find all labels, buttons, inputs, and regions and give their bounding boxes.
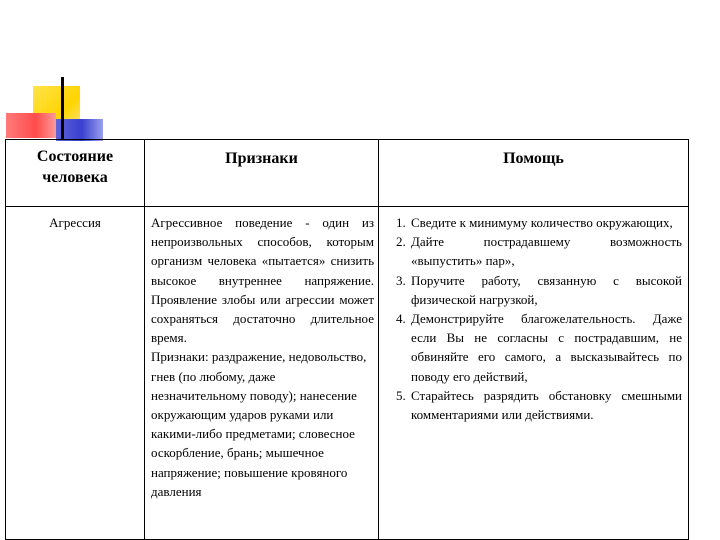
help-list-item: 3. Поручите работу, связанную с высокой физической нагрузкой, bbox=[409, 271, 682, 309]
help-list-item: 5. Старайтесь разрядить обстановку смешными комментариями или действиями. bbox=[409, 386, 682, 424]
table-row bbox=[6, 207, 689, 540]
header-state: Состояние человека bbox=[36, 148, 114, 186]
help-list-item: 2. Дайте пострадавшему возможность «выпустить» пар», bbox=[409, 232, 682, 270]
state-cell bbox=[6, 207, 145, 540]
header-signs: Признаки bbox=[225, 150, 298, 167]
signs-paragraph-description: Агрессивное поведение - один из непроизвольных способов, которым организм человека «пытается» снизить высокое внутреннее напряжение. Проявление злобы или агрессии может сохраняться достаточно длительное время. bbox=[151, 215, 374, 346]
help-list-item: 1. Сведите к минимуму количество окружающих, bbox=[409, 213, 682, 232]
header-help: Помощь bbox=[503, 150, 564, 167]
decorative-vertical-line bbox=[61, 77, 64, 140]
header-cell-signs bbox=[145, 140, 379, 207]
header-cell-help bbox=[379, 140, 689, 207]
signs-cell bbox=[145, 207, 379, 540]
table-header-row bbox=[6, 140, 689, 207]
signs-text bbox=[145, 207, 378, 501]
help-list-item: 4. Демонстрируйте благожелательность. Даже если Вы не согласны с пострадавшим, не обвиняйте его самого, а высказывайтесь по поводу его действий, bbox=[409, 309, 682, 386]
help-cell bbox=[379, 207, 689, 540]
first-aid-table bbox=[5, 139, 689, 540]
help-list bbox=[379, 207, 688, 424]
state-value: Агрессия bbox=[49, 215, 101, 230]
decorative-red-bar bbox=[6, 113, 56, 138]
header-cell-state bbox=[6, 140, 145, 207]
signs-paragraph-symptoms: Признаки: раздражение, недовольство, гнев (по любому, даже незначительному поводу); нанесение окружающим ударов руками или какими-либо предметами; словесное оскорбление, брань; мышечное напряжение; повышение кровяного давления bbox=[151, 349, 367, 499]
